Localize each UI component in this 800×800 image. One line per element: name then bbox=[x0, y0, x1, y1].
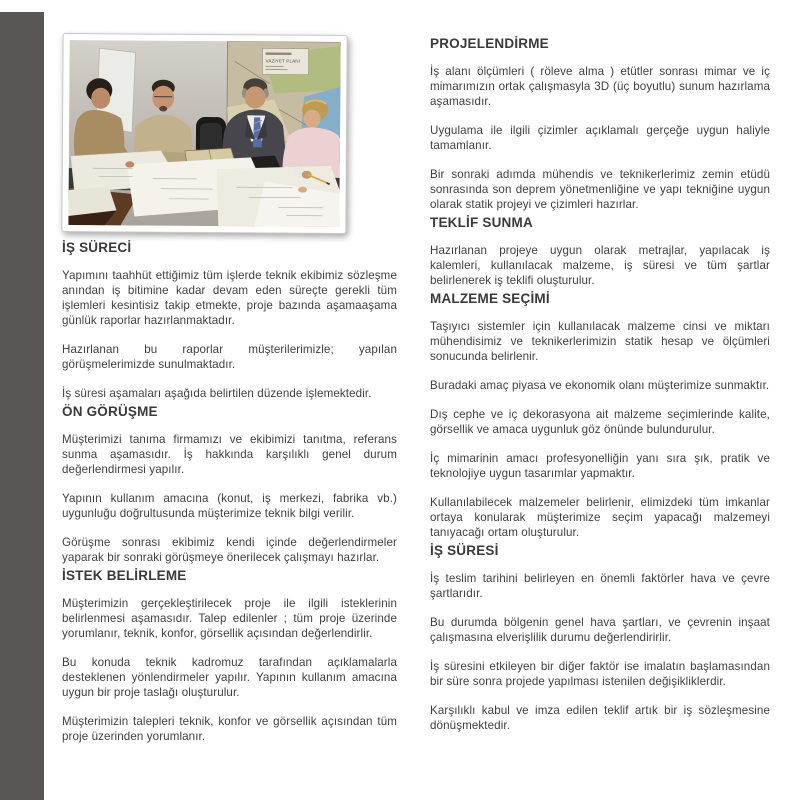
section-is-sureci bbox=[62, 240, 397, 401]
paragraph: Görüşme sonrası ekibimiz kendi içinde değerlendirmeler yaparak bir sonraki görüşmeye önerilecek çalışmayı hazırlar. bbox=[62, 536, 397, 564]
section-heading: İSTEK BELİRLEME bbox=[62, 568, 187, 583]
section-heading: İŞ SÜRESİ bbox=[430, 543, 499, 558]
map-title-label: VAZİYET PLANI bbox=[265, 58, 301, 64]
left-accent-bar bbox=[0, 12, 44, 800]
paragraph: Dış cephe ve iç dekorasyona ait malzeme seçimlerinde kalite, görsellik ve amaca uygunluk göz önünde bulundurulur. bbox=[430, 408, 770, 436]
section-teklif-sunma bbox=[430, 215, 770, 288]
team-meeting-photo-illustration bbox=[68, 40, 340, 227]
section-is-suresi bbox=[430, 543, 770, 733]
paragraph: Müşterimizin talepleri teknik, konfor ve görsellik açısından tüm proje üzerinden yorumlanır. bbox=[62, 715, 397, 743]
paragraph: Taşıyıcı sistemler için kullanılacak malzeme cinsi ve miktarı mühendisimiz ve teknikerlerimizin statik hesap ve ölçümleri sonucunda belirlenir. bbox=[430, 320, 770, 363]
section-heading: MALZEME SEÇİMİ bbox=[430, 291, 550, 306]
section-heading: TEKLİF SUNMA bbox=[430, 215, 533, 230]
paragraph: Yapının kullanım amacına (konut, iş merkezi, fabrika vb.) uygunluğu doğrultusunda müşterimize teknik bilgi verilir. bbox=[62, 492, 397, 520]
section-projelendirme bbox=[430, 36, 770, 212]
paragraph: İş alanı ölçümleri ( röleve alma ) etütler sonrası mimar ve iç mimarımızın ortak çalışmasyla 3D (üç boyutlu) sunum hazırlama aşamasıdır. bbox=[430, 65, 770, 108]
paragraph: İç mimarinin amacı profesyonelliğin yanı sıra şık, pratik ve teknolojiye uygun tasarımlar yapmaktır. bbox=[430, 452, 770, 480]
section-heading: İŞ SÜRECİ bbox=[62, 240, 132, 255]
paragraph: Yapımını taahhüt ettiğimiz tüm işlerde teknik ekibimiz sözleşme anından iş bitimine kadar devam eden süreçte gerekli tüm işlemleri kesintisiz takip etmekte, proje bazında aşamaaşama günlük raporlar hazırlanmaktadır. bbox=[62, 269, 397, 327]
paragraph: İş süresini etkileyen bir diğer faktör ise imalatın başlamasından bir süre sonra projede yapılması istenilen değişikliklerdir. bbox=[430, 660, 770, 688]
section-malzeme-secimi bbox=[430, 291, 770, 540]
right-column bbox=[430, 33, 770, 733]
paragraph: Bu konuda teknik kadromuz tarafından açıklamalarla desteklenen yönlendirmeler yapılır. Yapının kullanım amacına uygun bir proje taslağı oluşturulur. bbox=[62, 656, 397, 699]
paragraph: Buradaki amaç piyasa ve ekonomik olanı müşterimize sunmaktır. bbox=[430, 379, 770, 392]
section-heading: ÖN GÖRÜŞME bbox=[62, 404, 158, 419]
paragraph: Müşterimizi tanıma firmamızı ve ekibimizi tanıtma, referans sunma aşamasıdır. İş hakkında karşılıklı genel durum değerlendirmesi yapılır. bbox=[62, 433, 397, 476]
paragraph: İş teslim tarihini belirleyen en önemli faktörler hava ve çevre şartlarıdır. bbox=[430, 572, 770, 600]
paragraph: Bu durumda bölgenin genel hava şartları, ve çevrenin inşaat çalışmasına elverişlilik durumu değerlendirirlir. bbox=[430, 616, 770, 644]
section-heading: PROJELENDİRME bbox=[430, 36, 549, 51]
paragraph: Müşterimizin gerçekleştirilecek proje ile ilgili isteklerinin belirlenmesi aşamasıdır. Talep edilenler ; tüm proje üzerinde yorumlanır, teknik, konfor, görsellik açısından değerlendirlir. bbox=[62, 597, 397, 640]
paragraph: Kullanılabilecek malzemeler belirlenir, elimizdeki tüm imkanlar ortaya konularak müşterimize seçim yapacağı malzemeyi tanıyacağı ortam oluşturulur. bbox=[430, 496, 770, 539]
paragraph: Hazırlanan projeye uygun olarak metrajlar, yapılacak iş kalemleri, kullanılacak malzeme, iş süresi ve tüm şartlar belirlenerek iş teklifi oluşturulur. bbox=[430, 244, 770, 287]
paragraph: İş süresi aşamaları aşağıda belirtilen düzende işlemektedir. bbox=[62, 387, 372, 400]
paragraph: Hazırlanan bu raporlar müşterilerimizle; yapılan görüşmelerimizde sunulmaktadır. bbox=[62, 343, 397, 371]
team-meeting-photo bbox=[61, 33, 347, 234]
paragraph: Karşılıklı kabul ve imza edilen teklif artık bir iş sözleşmesine dönüşmektedir. bbox=[430, 704, 770, 732]
paragraph: Bir sonraki adımda mühendis ve teknikerlerimiz zemin etüdü sonrasında son deprem yönetmenliğine ve yapı tekniğine uygun olarak statik projeyi ve çizimleri hazırlar. bbox=[430, 168, 770, 211]
section-istek-belirleme bbox=[62, 568, 397, 744]
left-column bbox=[62, 34, 397, 744]
paragraph: Uygulama ile ilgili çizimler açıklamalı gerçeğe uygun haliyle tamamlanır. bbox=[430, 124, 770, 152]
section-on-gorusme bbox=[62, 404, 397, 565]
